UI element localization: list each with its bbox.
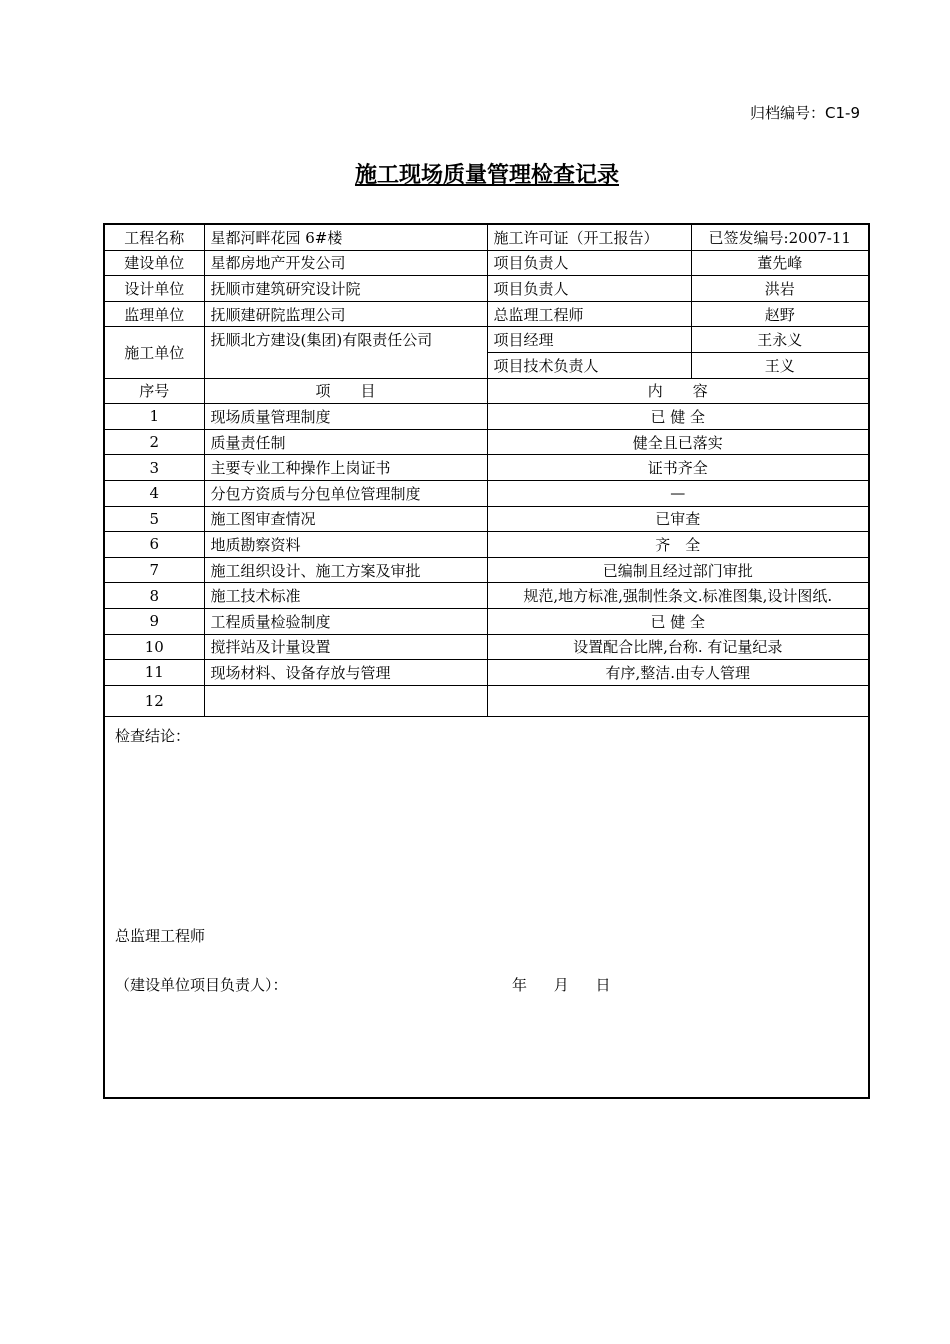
- pm-value: 王永义: [691, 327, 868, 353]
- table-row: [105, 557, 868, 583]
- table-row: [105, 660, 868, 686]
- row-no: 7: [105, 557, 204, 583]
- row-no: 5: [105, 506, 204, 532]
- row-content: —: [487, 480, 868, 506]
- row-item: 质量责任制: [204, 429, 487, 455]
- row-content: 已编制且经过部门审批: [487, 557, 868, 583]
- contractor-value: 抚顺北方建设(集团)有限责任公司: [204, 327, 487, 378]
- row-content: 证书齐全: [487, 455, 868, 481]
- row-content: 设置配合比牌,台称. 有记量纪录: [487, 634, 868, 660]
- row-item: 施工图审查情况: [204, 506, 487, 532]
- supervisor-label: 监理单位: [105, 301, 204, 327]
- table-row: [105, 480, 868, 506]
- row-no: 8: [105, 583, 204, 609]
- row-item: [204, 685, 487, 716]
- header-content: 内 容: [487, 378, 868, 404]
- info-row-supervisor: [105, 301, 868, 327]
- tech-lead-label: 项目技术负责人: [487, 352, 691, 378]
- designer-resp-value: 洪岩: [691, 276, 868, 302]
- row-no: 1: [105, 404, 204, 430]
- row-item: 现场材料、设备存放与管理: [204, 660, 487, 686]
- row-no: 4: [105, 480, 204, 506]
- table-row: [105, 404, 868, 430]
- table-row: [105, 455, 868, 481]
- table-row: [105, 532, 868, 558]
- table-row: [105, 685, 868, 716]
- table-row: [105, 429, 868, 455]
- pm-label: 项目经理: [487, 327, 691, 353]
- row-no: 6: [105, 532, 204, 558]
- project-name-value: 星都河畔花园 6#楼: [204, 225, 487, 250]
- row-no: 12: [105, 685, 204, 716]
- permit-value: 已签发编号:2007-11: [691, 225, 868, 250]
- row-content: 规范,地方标准,强制性条文.标准图集,设计图纸.: [487, 583, 868, 609]
- chief-engineer-label: 总监理工程师: [487, 301, 691, 327]
- row-item: 现场质量管理制度: [204, 404, 487, 430]
- items-header-row: [105, 378, 868, 404]
- row-no: 3: [105, 455, 204, 481]
- row-item: 主要专业工种操作上岗证书: [204, 455, 487, 481]
- table-row: [105, 506, 868, 532]
- row-no: 2: [105, 429, 204, 455]
- builder-resp-label: 项目负责人: [487, 250, 691, 276]
- row-no: 9: [105, 608, 204, 634]
- row-content: 已审查: [487, 506, 868, 532]
- row-content: [487, 685, 868, 716]
- inspection-form: [103, 223, 870, 1099]
- designer-value: 抚顺市建筑研究设计院: [204, 276, 487, 302]
- builder-value: 星都房地产开发公司: [204, 250, 487, 276]
- header-item: 项 目: [204, 378, 487, 404]
- designer-label: 设计单位: [105, 276, 204, 302]
- row-content: 齐 全: [487, 532, 868, 558]
- signature-chief-engineer: 总监理工程师: [115, 927, 206, 945]
- row-item: 工程质量检验制度: [204, 608, 487, 634]
- conclusion-label: 检查结论：: [115, 727, 191, 745]
- row-no: 10: [105, 634, 204, 660]
- info-row-designer: [105, 276, 868, 302]
- row-no: 11: [105, 660, 204, 686]
- designer-resp-label: 项目负责人: [487, 276, 691, 302]
- table-row: [105, 608, 868, 634]
- row-item: 搅拌站及计量设置: [204, 634, 487, 660]
- row-content: 健全且已落实: [487, 429, 868, 455]
- table-row: [105, 583, 868, 609]
- tech-lead-value: 王义: [691, 352, 868, 378]
- row-item: 施工技术标准: [204, 583, 487, 609]
- row-item: 地质勘察资料: [204, 532, 487, 558]
- chief-engineer-value: 赵野: [691, 301, 868, 327]
- row-content: 有序,整洁.由专人管理: [487, 660, 868, 686]
- info-row-contractor: [105, 327, 868, 353]
- supervisor-value: 抚顺建研院监理公司: [204, 301, 487, 327]
- header-no: 序号: [105, 378, 204, 404]
- table-row: [105, 634, 868, 660]
- builder-resp-value: 董先峰: [691, 250, 868, 276]
- row-content: 已 健 全: [487, 608, 868, 634]
- row-item: 施工组织设计、施工方案及审批: [204, 557, 487, 583]
- info-table: [105, 225, 868, 717]
- project-name-label: 工程名称: [105, 225, 204, 250]
- signature-builder-resp: （建设单位项目负责人）：: [115, 976, 288, 994]
- row-content: 已 健 全: [487, 404, 868, 430]
- signature-date: 年 月 日: [512, 976, 611, 994]
- info-row-builder: [105, 250, 868, 276]
- info-row-project: [105, 225, 868, 250]
- contractor-label: 施工单位: [105, 327, 204, 378]
- builder-label: 建设单位: [105, 250, 204, 276]
- archive-number: 归档编号：C1-9: [750, 104, 860, 122]
- row-item: 分包方资质与分包单位管理制度: [204, 480, 487, 506]
- permit-label: 施工许可证（开工报告）: [487, 225, 691, 250]
- page-title: 施工现场质量管理检查记录: [354, 163, 619, 188]
